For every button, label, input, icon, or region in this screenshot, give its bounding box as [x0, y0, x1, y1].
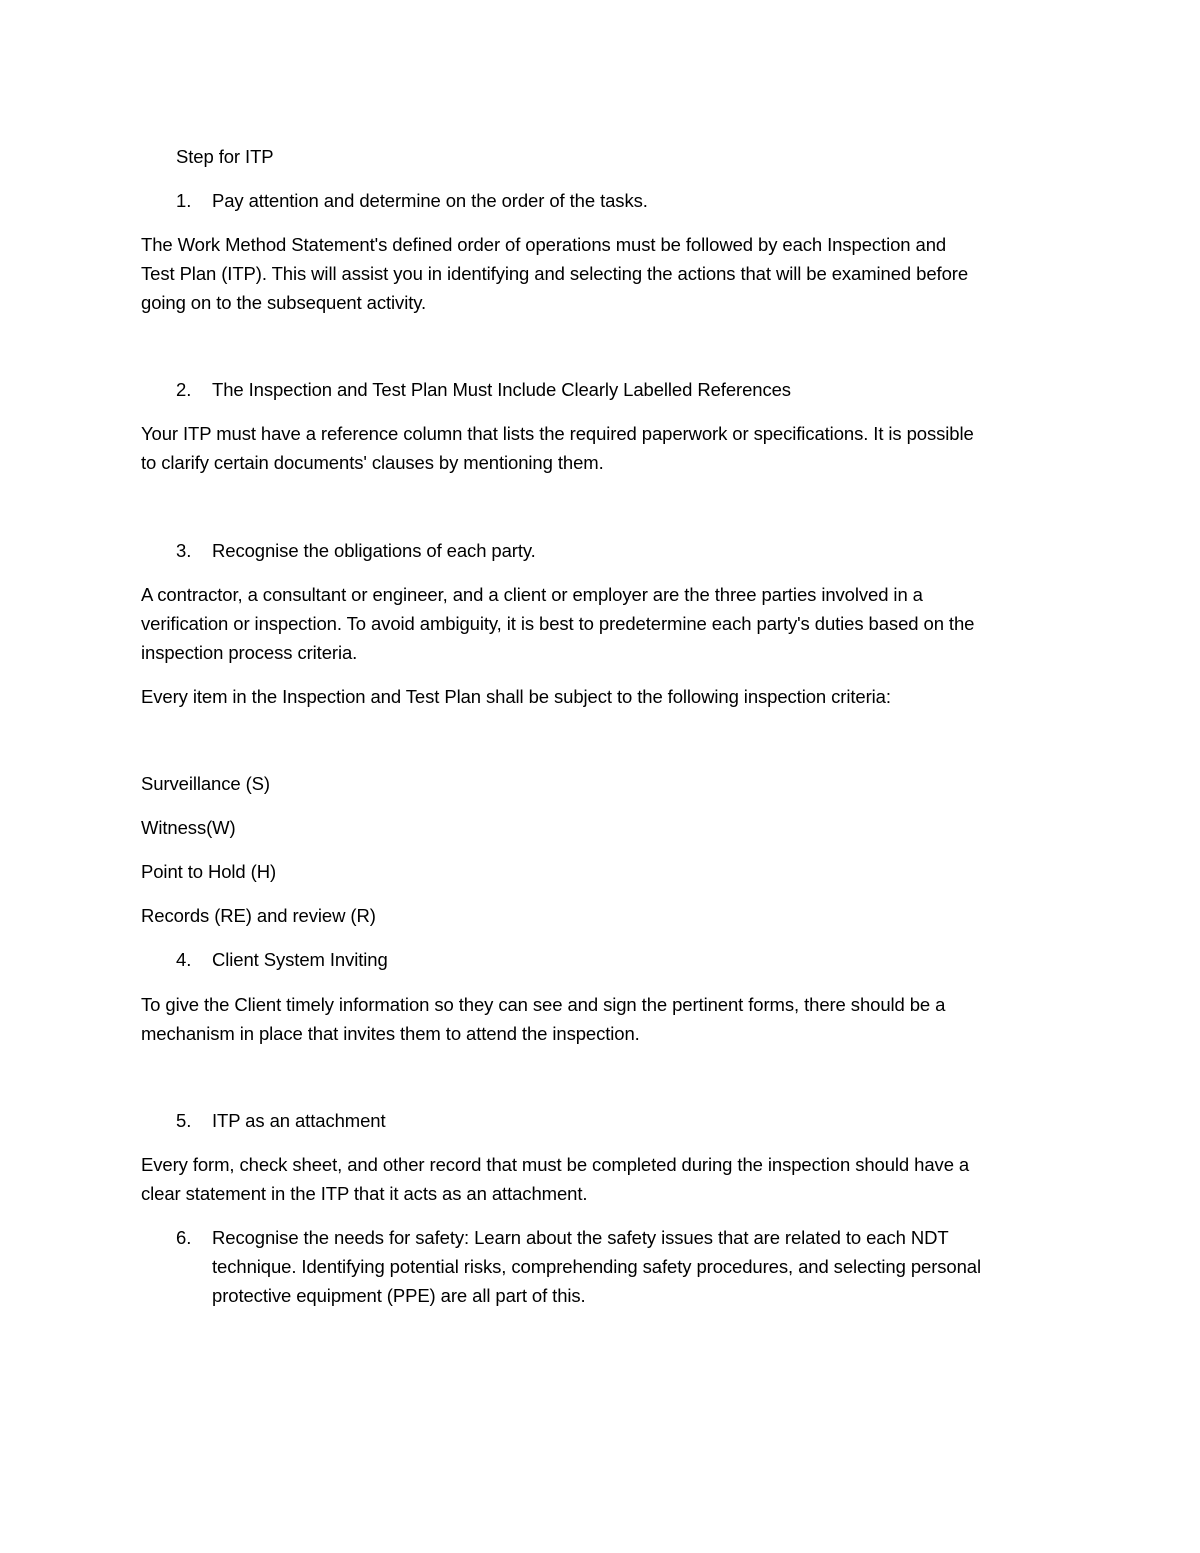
section-heading: technique. Identifying potential risks, comprehending safety procedures, and selecting personal	[212, 1256, 982, 1277]
paragraph-line: Every form, check sheet, and other record that must be completed during the inspection should have a	[141, 1154, 970, 1175]
paragraph-line: clear statement in the ITP that it acts as an attachment.	[141, 1183, 588, 1204]
section-heading: Pay attention and determine on the order of the tasks.	[212, 190, 648, 211]
paragraph-line: verification or inspection. To avoid ambiguity, it is best to predetermine each party's duties based on the	[141, 613, 975, 634]
criteria-item: Surveillance (S)	[141, 773, 270, 794]
criteria-item: Records (RE) and review (R)	[141, 905, 376, 926]
paragraph-line: going on to the subsequent activity.	[141, 292, 427, 313]
list-number: 1.	[176, 190, 192, 211]
section-heading: Recognise the obligations of each party.	[212, 540, 536, 561]
section-heading: ITP as an attachment	[212, 1110, 386, 1131]
paragraph-line: Your ITP must have a reference column that lists the required paperwork or specifications. It is possible	[141, 423, 974, 444]
criteria-item: Witness(W)	[141, 817, 236, 838]
section-heading: The Inspection and Test Plan Must Include Clearly Labelled References	[212, 379, 791, 400]
section-heading: Recognise the needs for safety: Learn about the safety issues that are related to each NDT	[212, 1227, 949, 1248]
list-number: 2.	[176, 379, 192, 400]
paragraph-line: To give the Client timely information so they can see and sign the pertinent forms, there should be a	[141, 994, 946, 1015]
list-number: 5.	[176, 1110, 192, 1131]
section-heading: Client System Inviting	[212, 949, 388, 970]
list-number: 3.	[176, 540, 192, 561]
paragraph-line: The Work Method Statement's defined order of operations must be followed by each Inspection and	[141, 234, 947, 255]
paragraph-line: mechanism in place that invites them to attend the inspection.	[141, 1023, 640, 1044]
list-number: 4.	[176, 949, 192, 970]
criteria-item: Point to Hold (H)	[141, 861, 277, 882]
section-heading: protective equipment (PPE) are all part of this.	[212, 1285, 586, 1306]
paragraph-line: A contractor, a consultant or engineer, and a client or employer are the three parties involved in a	[141, 584, 923, 605]
document-title: Step for ITP	[176, 146, 274, 167]
paragraph-line: Test Plan (ITP). This will assist you in identifying and selecting the actions that will be examined before	[141, 263, 969, 284]
paragraph-line: to clarify certain documents' clauses by mentioning them.	[141, 452, 604, 473]
paragraph-line: inspection process criteria.	[141, 642, 358, 663]
criteria-intro: Every item in the Inspection and Test Plan shall be subject to the following inspection criteria:	[141, 686, 891, 707]
list-number: 6.	[176, 1227, 192, 1248]
